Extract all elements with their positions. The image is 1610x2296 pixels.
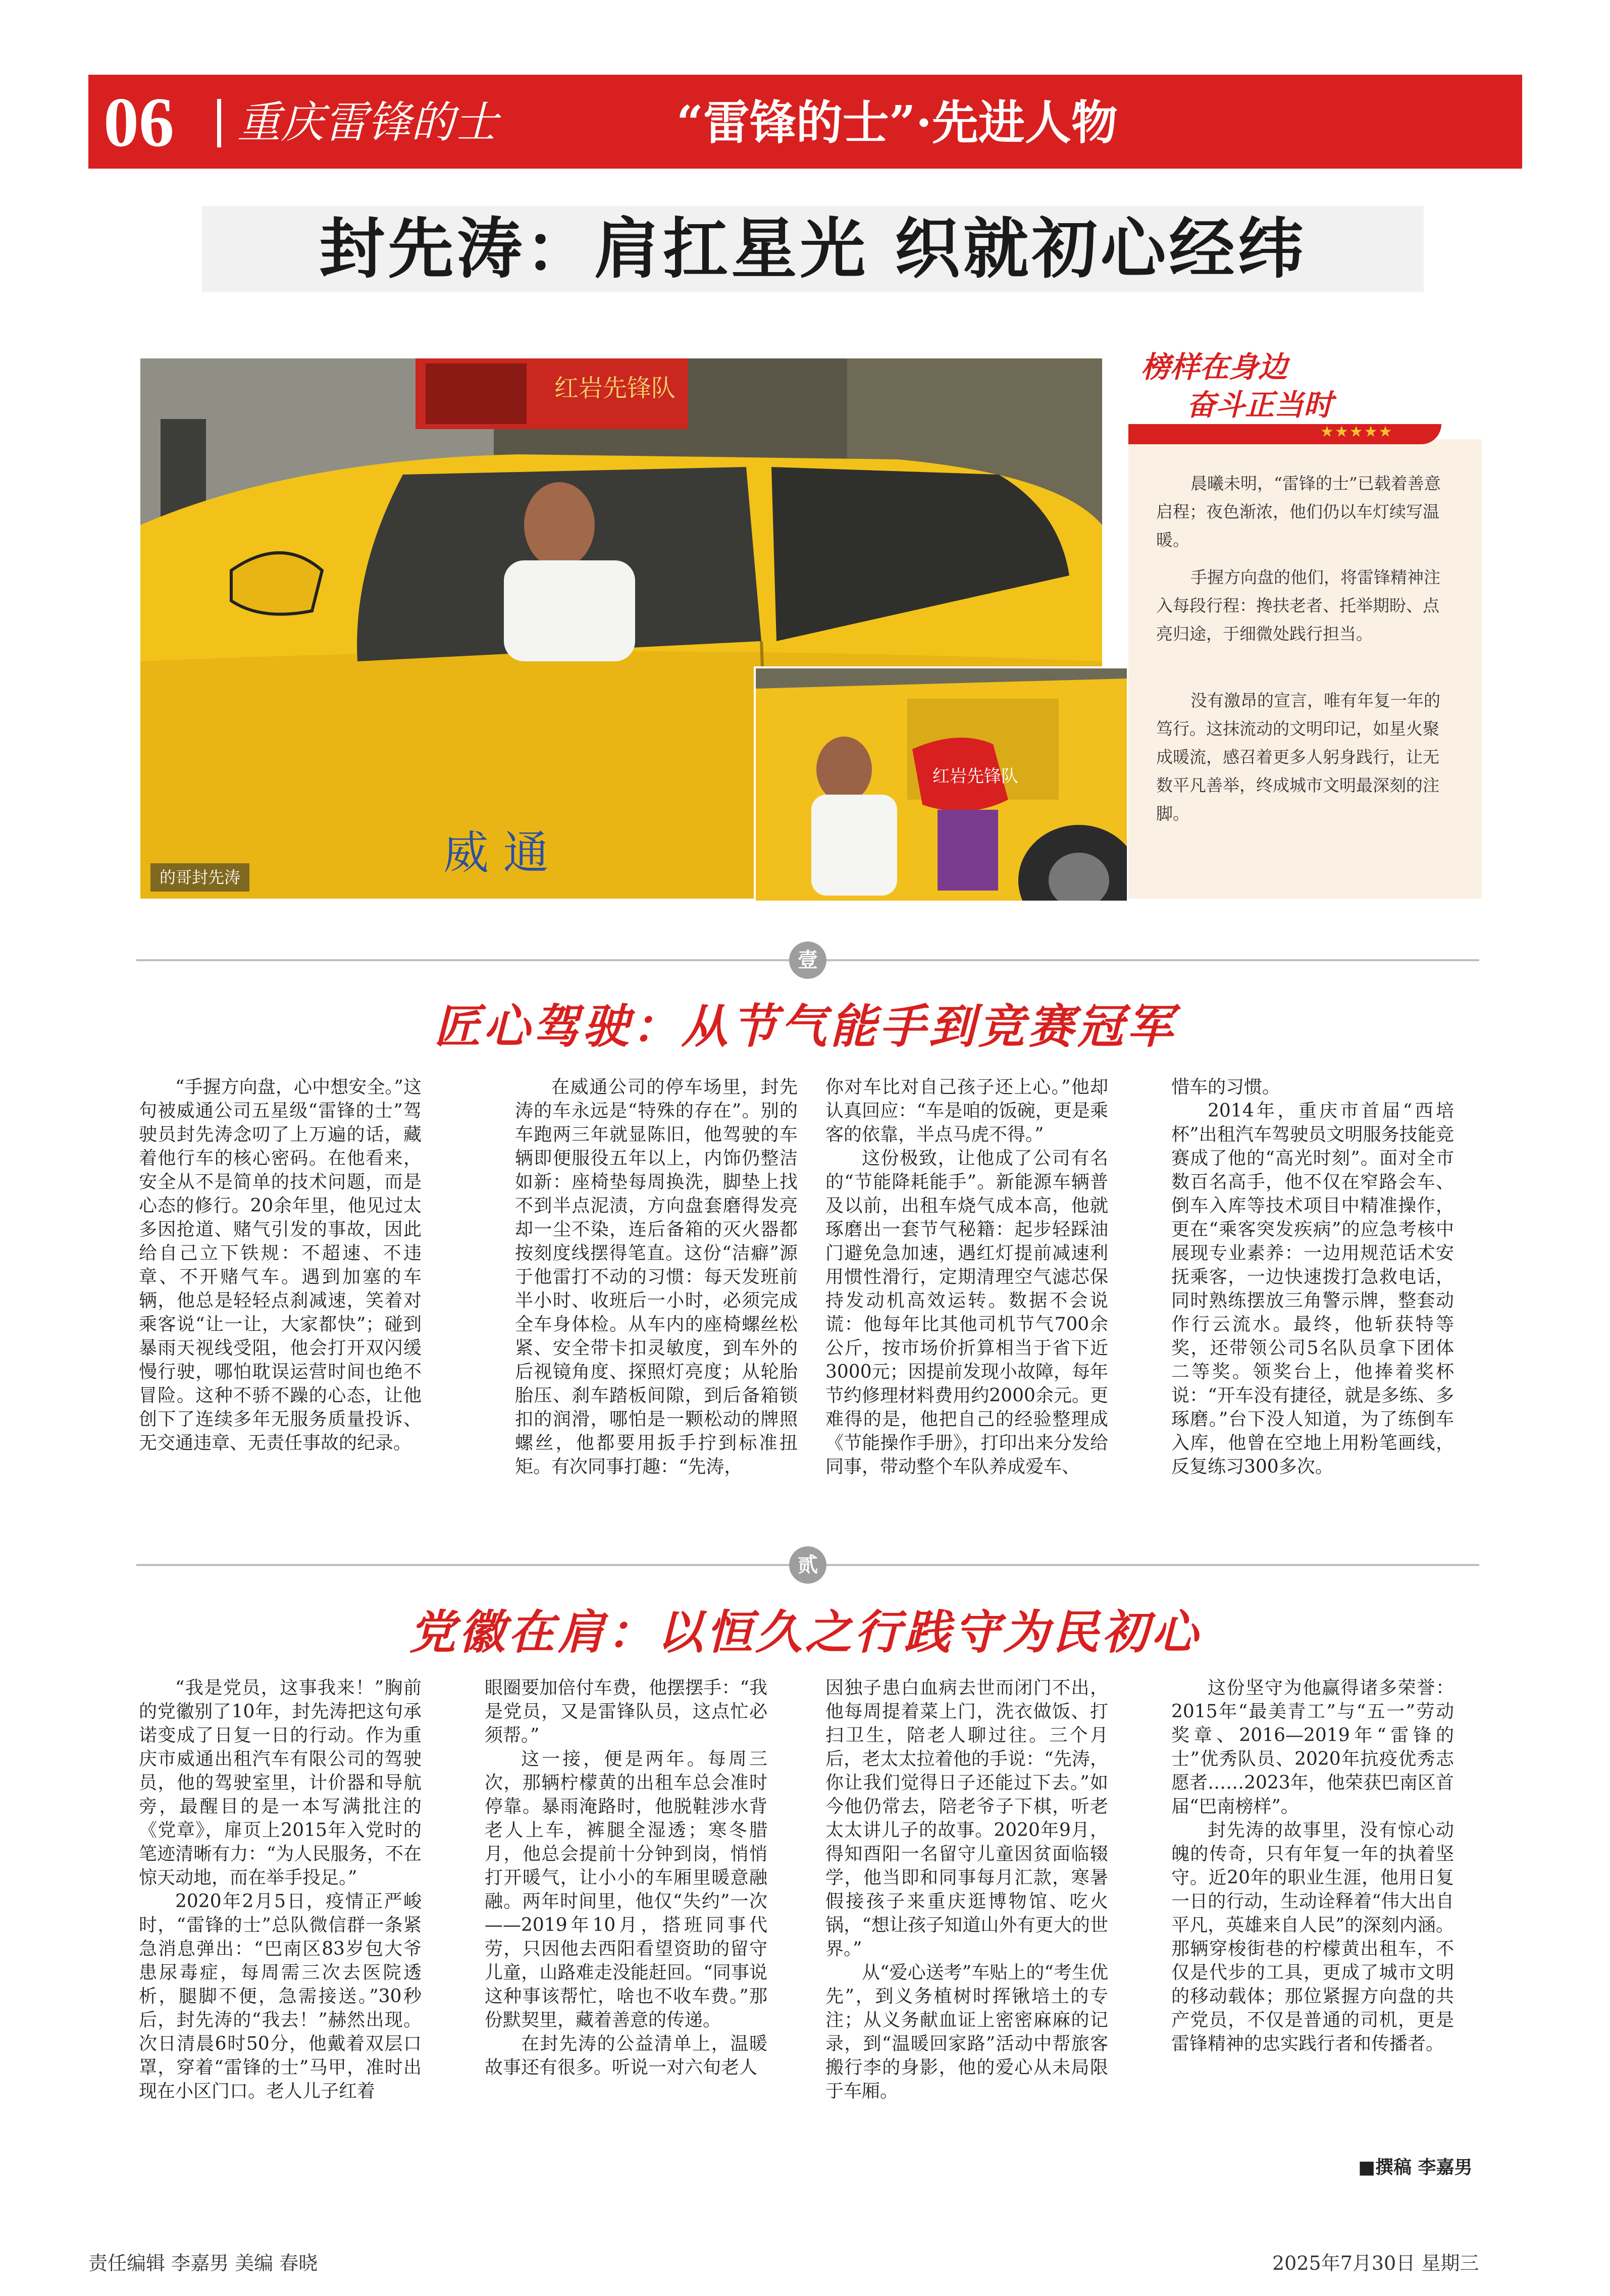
inset-door-badge-text: 红岩先锋队 [932, 766, 1018, 787]
sidebar-ribbon [1128, 424, 1441, 444]
paragraph: 在封先涛的公益清单上，温暖故事还有很多。听说一对六旬老人 [485, 2033, 767, 2078]
section2-column-4 [1171, 1676, 1454, 2056]
newspaper-logo: 重庆雷锋的士 [237, 97, 498, 148]
section-number-badge: 贰 [789, 1546, 826, 1584]
paragraph: 因独子患白血病去世而闭门不出，他每周提着菜上门，洗衣做饭、打扫卫生，陪老人聊过往。三个月后，老太太拉着他的手说：“先涛，你让我们觉得日子还能过下去。”如今他仍常去，陪老爷子下棋，听老太太讲儿子的故事。2020年9月，得知酉阳一名留守儿童因贫面临辍学，他当即和同事每月汇款，寒暑假接孩子来重庆逛博物馆、吃火锅，“想让孩子知道山外有更大的世界。” [825, 1678, 1108, 1959]
section1-column-3 [825, 1075, 1108, 1479]
section-divider-right [823, 959, 1479, 961]
paragraph: 2020年2月5日，疫情正严峻时，“雷锋的士”总队微信群一条紧急消息弹出：“巴南区83岁包大爷患尿毒症，每周需三次去医院透析，腿脚不便，急需接送。”30秒后，封先涛的“我去！”赫然出现。次日清晨6时50分，他戴着双层口罩，穿着“雷锋的士”马甲，准时出现在小区门口。老人儿子红着 [139, 1891, 422, 2102]
door-text: 威 通 [443, 826, 549, 879]
sidebar-paragraph: 晨曦未明，“雷锋的士”已载着善意启程；夜色渐浓，他们仍以车灯续写温暖。 [1156, 474, 1441, 550]
inset-photo-cleaning-car [754, 666, 1129, 903]
header-divider [217, 99, 221, 147]
sidebar-heading-line1: 榜样在身边 [1141, 350, 1288, 384]
section1-column-2 [515, 1075, 798, 1479]
section-number-badge: 壹 [789, 942, 826, 979]
paragraph: “我是党员，这事我来！”胸前的党徽别了10年，封先涛把这句承诺变成了日复一日的行动。作为重庆市威通出租汽车有限公司的驾驶员，他的驾驶室里，计价器和导航旁，最醒目的是一本写满批注的《党章》，扉页上2015年入党时的笔迹清晰有力：“为人民服务，不在惊天动地，而在举手投足。” [139, 1678, 422, 1888]
section-heading: 党徽在肩：以恒久之行践守为民初心 [409, 1605, 1201, 1659]
paragraph: 惜车的习惯。 [1171, 1077, 1281, 1098]
paragraph: 封先涛的故事里，没有惊心动魄的传奇，只有年复一年的执着坚守。近20年的职业生涯，他用日复一日的行动，生动诠释着“伟大出自平凡，英雄来自人民”的深刻内涵。那辆穿梭街巷的柠檬黄出租车，不仅是代步的工具，更成了城市文明的移动载体；那位紧握方向盘的共产党员，不仅是普通的司机，更是雷锋精神的忠实践行者和传播者。 [1171, 1820, 1454, 2054]
paragraph: 从“爱心送考”车贴上的“考生优先”，到义务植树时挥锹培土的专注；从义务献血证上密密麻麻的记录，到“温暖回家路”活动中帮旅客搬行李的身影，他的爱心从未局限于车厢。 [825, 1962, 1108, 2102]
section2-column-2 [485, 1676, 767, 2079]
sidebar-heading-line2: 奋斗正当时 [1186, 388, 1333, 422]
sidebar-paragraph: 手握方向盘的他们，将雷锋精神注入每段行程：搀扶老者、托举期盼、点亮归途，于细微处践行担当。 [1156, 567, 1440, 644]
section1-column-1 [139, 1075, 422, 1455]
sidebar-stars: ★★★★★ [1320, 423, 1393, 441]
footer-date: 2025年7月30日 星期三 [1272, 2252, 1479, 2274]
byline: ■撰稿 李嘉男 [1358, 2157, 1473, 2178]
photo-caption: 的哥封先涛 [150, 863, 249, 892]
section-divider-left [136, 1564, 793, 1566]
roof-sign-text: 红岩先锋队 [554, 374, 676, 402]
paragraph: “手握方向盘，心中想安全。”这句被威通公司五星级“雷锋的士”驾驶员封先涛念叨了上万遍的话，藏着他行车的核心密码。在他看来，安全从不是简单的技术问题，而是心态的修行。20余年里，他见过太多因抢道、赌气引发的事故，因此给自己立下铁规：不超速、不违章、不开赌气车。遇到加塞的车辆，他总是轻轻点刹减速，笑着对乘客说“让一让，大家都快”；碰到暴雨天视线受阻，他会打开双闪缓慢行驶，哪怕耽误运营时间也绝不冒险。这种不骄不躁的心态，让他创下了连续多年无服务质量投诉、无交通违章、无责任事故的纪录。 [139, 1077, 422, 1453]
paragraph: 这一接，便是两年。每周三次，那辆柠檬黄的出租车总会准时停靠。暴雨淹路时，他脱鞋涉水背老人上车，裤腿全湿透；寒冬腊月，他总会提前十分钟到岗，悄悄打开暖气，让小小的车厢里暖意融融。两年时间里，他仅“失约”一次——2019年10月，搭班同事代劳，只因他去西阳看望资助的留守儿童，山路难走没能赶回。“同事说这种事该帮忙，啥也不收车费。”那份默契里，藏着善意的传递。 [485, 1749, 767, 2030]
section-divider-left [136, 959, 793, 961]
page-number: 06 [103, 83, 174, 162]
section2-column-1 [139, 1676, 422, 2103]
paragraph: 这份极致，让他成了公司有名的“节能降耗能手”。新能源车辆普及以前，出租车烧气成本高，他就琢磨出一套节气秘籍：起步轻踩油门避免急加速，遇红灯提前减速利用惯性滑行，定期清理空气滤芯保持发动机高效运转。数据不会说谎：他每年比其他司机节气700余公斤，按市场价折算相当于省下近3000元；因提前发现小故障，每年节约修理材料费用约2000余元。更难得的是，他把自己的经验整理成《节能操作手册》，打印出来分发给同事，带动整个车队养成爱车、 [825, 1148, 1108, 1477]
paragraph: 这份坚守为他赢得诸多荣誉：2015年“最美青工”与“五一”劳动奖章、2016—2019年“雷锋的士”优秀队员、2020年抗疫优秀志愿者……2023年，他荣获巴南区首届“巴南榜样”。 [1171, 1678, 1454, 1817]
section2-column-3 [825, 1676, 1108, 2103]
article-title: 封先涛：肩扛星光 织就初心经纬 [319, 211, 1307, 287]
paragraph: 你对车比对自己孩子还上心。”他却认真回应：“车是咱的饭碗，更是乘客的依靠，半点马虎不得。” [825, 1077, 1108, 1145]
section1-column-4 [1171, 1075, 1454, 1479]
section-title: “雷锋的士”·先进人物 [677, 95, 1118, 150]
section-heading: 匠心驾驶：从节气能手到竞赛冠军 [434, 1000, 1176, 1054]
paragraph: 2014年，重庆市首届“西培杯”出租汽车驾驶员文明服务技能竞赛成了他的“高光时刻”。面对全市数百名高手，他不仅在窄路会车、倒车入库等技术项目中精准操作，更在“乘客突发疾病”的应急考核中展现专业素养：一边用规范话术安抚乘客，一边快速拨打急救电话，同时熟练摆放三角警示牌，整套动作行云流水。最终，他斩获特等奖，还带领公司5名队员拿下团体二等奖。领奖台上，他捧着奖杯说：“开车没有捷径，就是多练、多琢磨。”台下没人知道，为了练倒车入库，他曾在空地上用粉笔画线，反复练习300多次。 [1171, 1101, 1454, 1477]
paragraph: 眼圈要加倍付车费，他摆摆手：“我是党员，又是雷锋队员，这点忙必须帮。” [485, 1678, 767, 1746]
sidebar-paragraph: 没有激昂的宣言，唯有年复一年的笃行。这抹流动的文明印记，如星火聚成暖流，感召着更多人躬身践行，让无数平凡善举，终成城市文明最深刻的注脚。 [1156, 691, 1440, 823]
footer-editors: 责任编辑 李嘉男 美编 春晓 [88, 2252, 318, 2274]
section-divider-right [823, 1564, 1479, 1566]
paragraph: 在威通公司的停车场里，封先涛的车永远是“特殊的存在”。别的车跑两三年就显陈旧，他驾驶的车辆即便服役五年以上，内饰仍整洁如新：座椅垫每周换洗，脚垫上找不到半点泥渍，方向盘套磨得发亮却一尘不染，连后备箱的灭火器都按刻度线摆得笔直。这份“洁癖”源于他雷打不动的习惯：每天发班前半小时、收班后一小时，必须完成全车身体检。从车内的座椅螺丝松紧、安全带卡扣灵敏度，到车外的后视镜角度、探照灯亮度；从轮胎胎压、刹车踏板间隙，到后备箱锁扣的润滑，哪怕是一颗松动的牌照螺丝，他都要用扳手拧到标准扭矩。有次同事打趣：“先涛， [515, 1077, 798, 1477]
inset-photo-illustration [756, 668, 1127, 901]
